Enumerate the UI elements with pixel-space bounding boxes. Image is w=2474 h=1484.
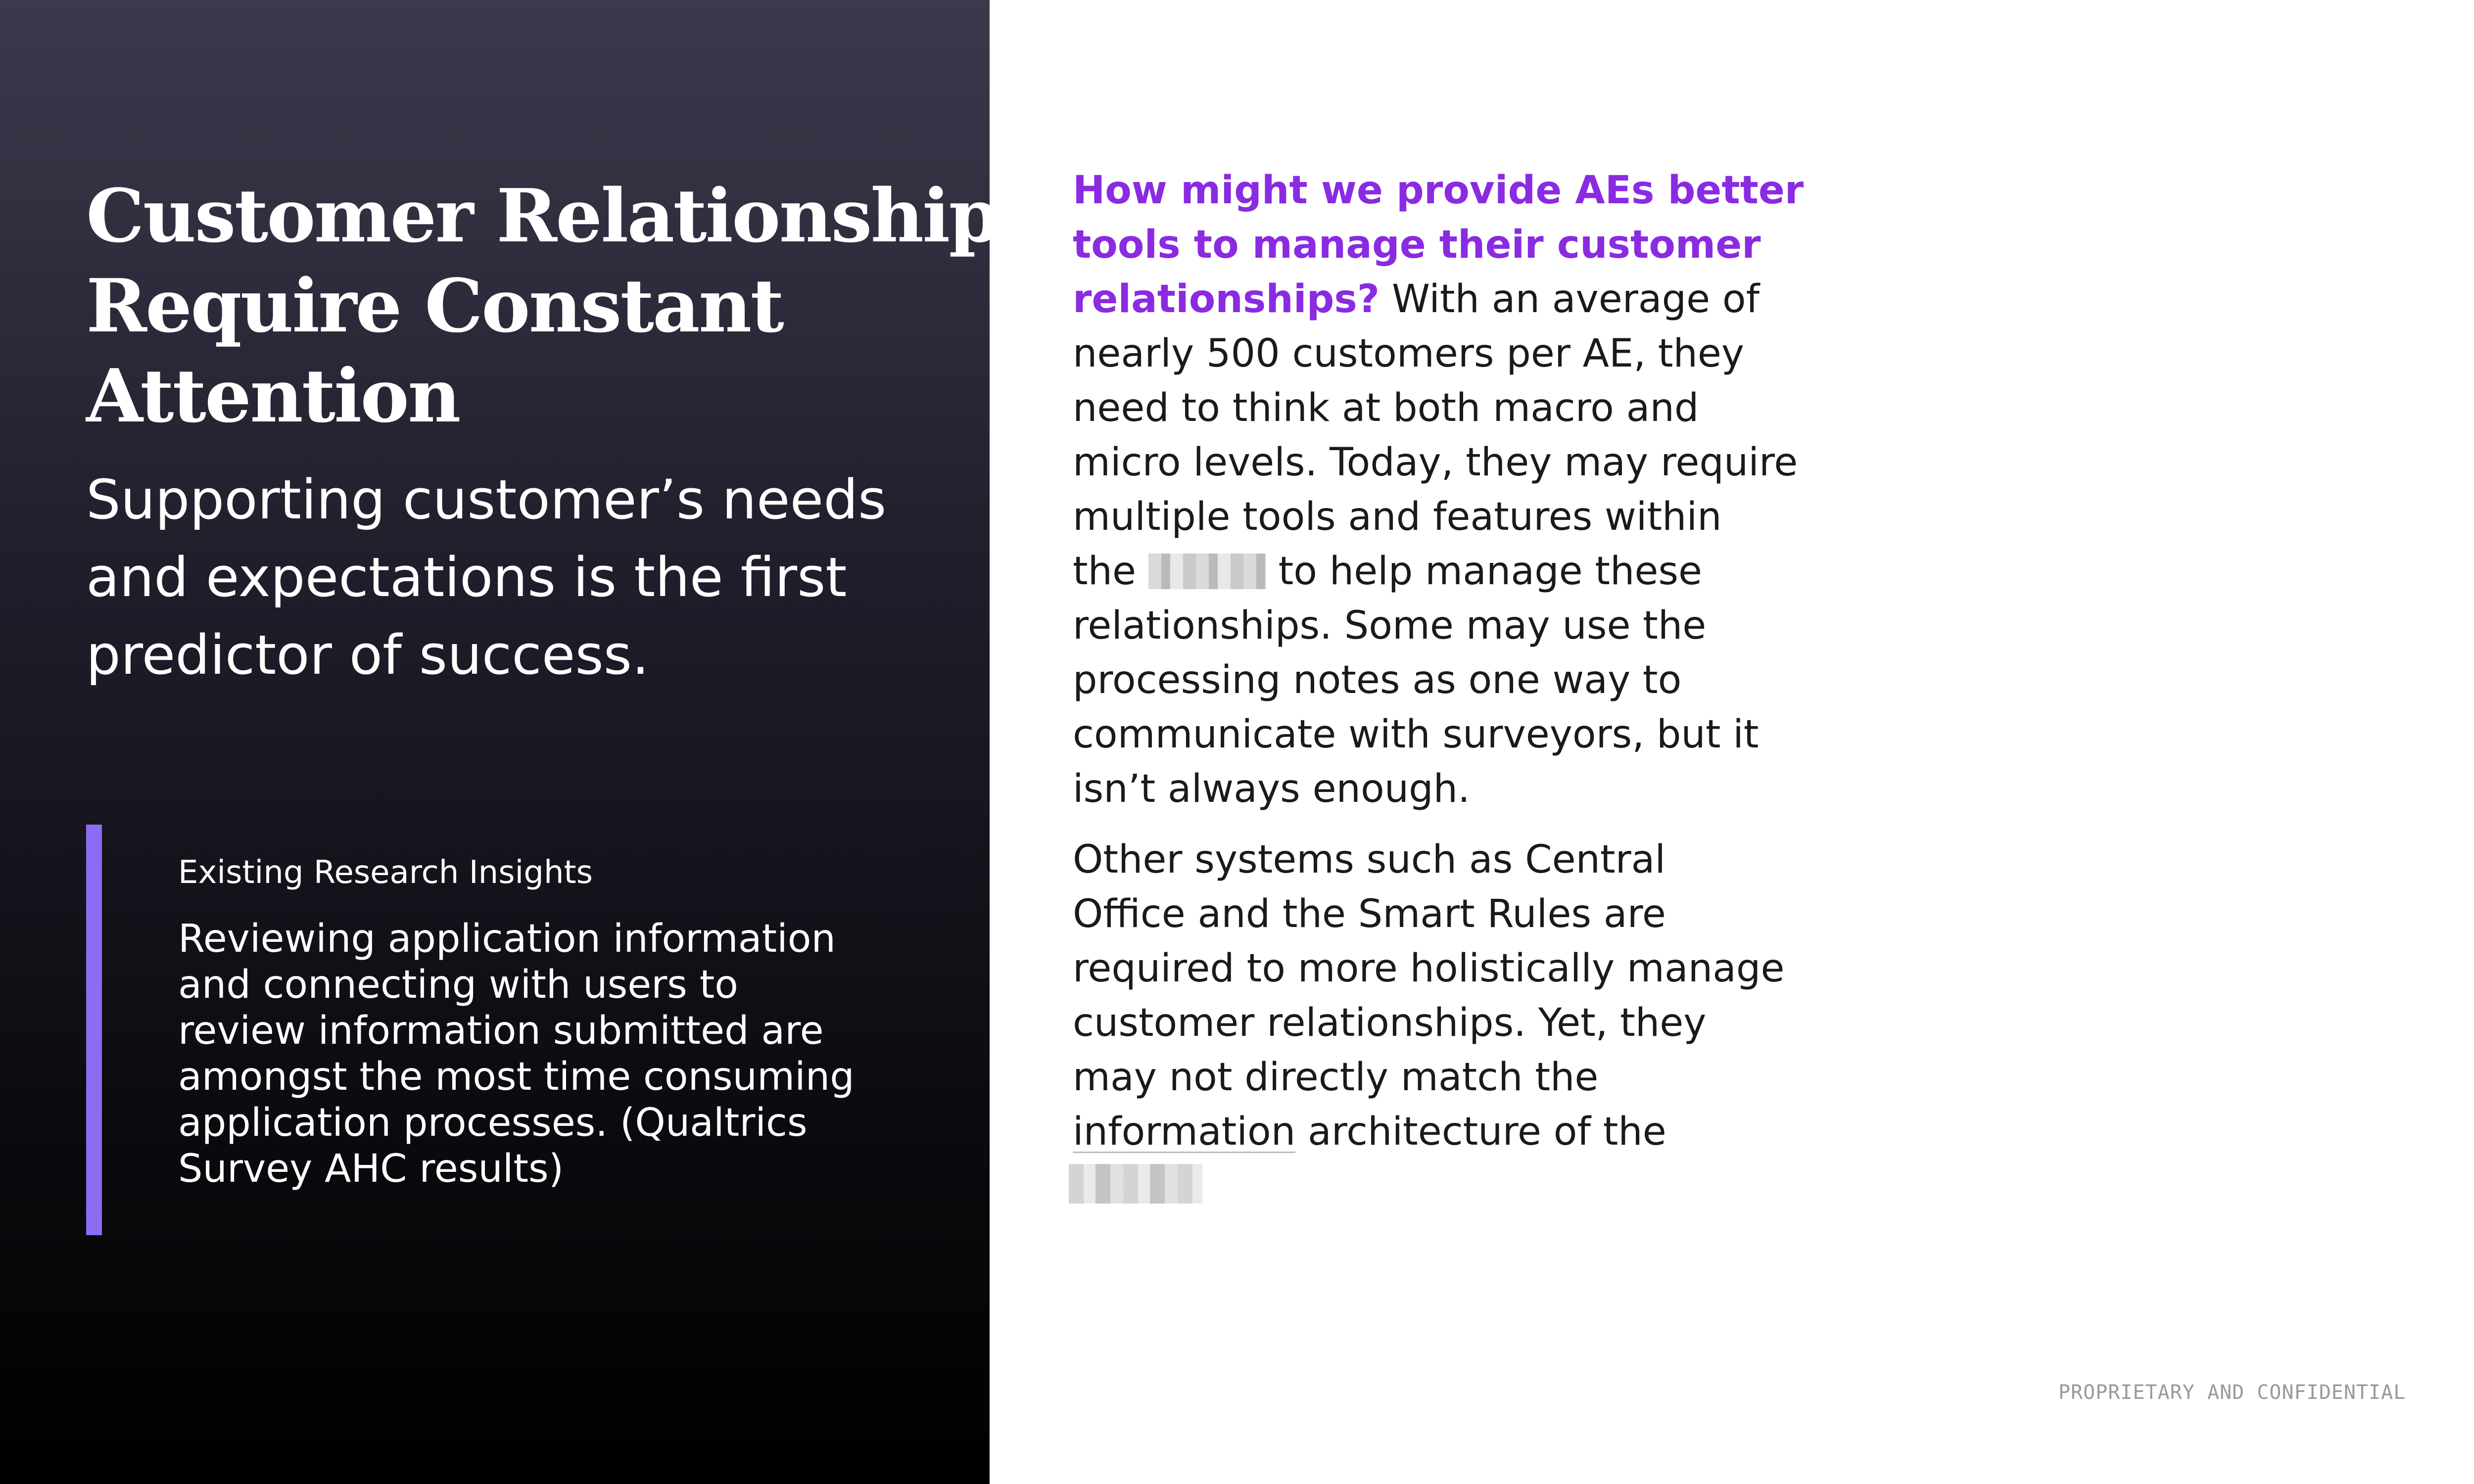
subtitle-line: predictor of success. [86,623,650,687]
paragraph-1 [1073,163,1804,816]
slide-title [86,171,1039,441]
body-line: may not directly match the [1073,1055,1599,1100]
body-line-rest: architecture of the [1295,1110,1666,1154]
subtitle-line: Supporting customer’s needs [86,468,887,531]
paragraph-2 [1073,833,1785,1204]
body-text [1073,163,1804,1204]
body-line-rest: With an average of [1380,277,1760,322]
body-line: required to more holistically manage [1073,946,1785,991]
insight-accent-bar [86,825,102,1235]
underlined-word: information [1073,1110,1296,1154]
insight-line: Survey AHC results) [178,1147,564,1191]
body-line: multiple tools and features within [1073,495,1722,539]
insight-line: amongst the most time consuming [178,1055,855,1099]
body-line: communicate with surveyors, but it [1073,712,1759,757]
title-line: Require Constant [86,263,783,349]
title-line: Attention [86,353,460,439]
slide-subtitle [86,461,927,694]
insight-line: and connecting with users to [178,963,739,1007]
title-line: Customer Relationships [86,173,1039,259]
body-line: relationships. Some may use the [1073,603,1707,648]
body-line [1073,272,1765,326]
insight-label: Existing Research Insights [178,854,593,891]
left-panel [0,0,1039,1484]
paragraph-gap [1073,816,1765,833]
redacted-product-name [1069,1164,1202,1204]
body-line: need to think at both macro and [1073,386,1699,430]
confidential-footer: PROPRIETARY AND CONFIDENTIAL [2058,1381,2406,1404]
subtitle-line: and expectations is the first [86,546,847,609]
question-line: How might we provide AEs better [1073,168,1804,213]
body-line: Other systems such as Central [1073,837,1666,882]
body-line: isn’t always enough. [1073,767,1470,811]
body-line-post: to help manage these [1266,549,1703,594]
insight-line: Reviewing application information [178,917,836,961]
question-line: tools to manage their customer [1073,223,1761,267]
body-line [1073,1105,1765,1159]
question-line: relationships? [1073,277,1380,322]
insight-line: review information submitted are [178,1009,824,1053]
body-line: nearly 500 customers per AE, they [1073,331,1745,376]
insight-text [178,916,855,1192]
body-line: micro levels. Today, they may require [1073,440,1798,485]
body-line: Office and the Smart Rules are [1073,892,1666,936]
redacted-product-name [1148,554,1266,589]
body-line: customer relationships. Yet, they [1073,1001,1707,1045]
body-line-pre: the [1073,549,1148,594]
body-line: processing notes as one way to [1073,658,1682,702]
insight-line: application processes. (Qualtrics [178,1101,808,1145]
body-line [1073,544,1765,599]
